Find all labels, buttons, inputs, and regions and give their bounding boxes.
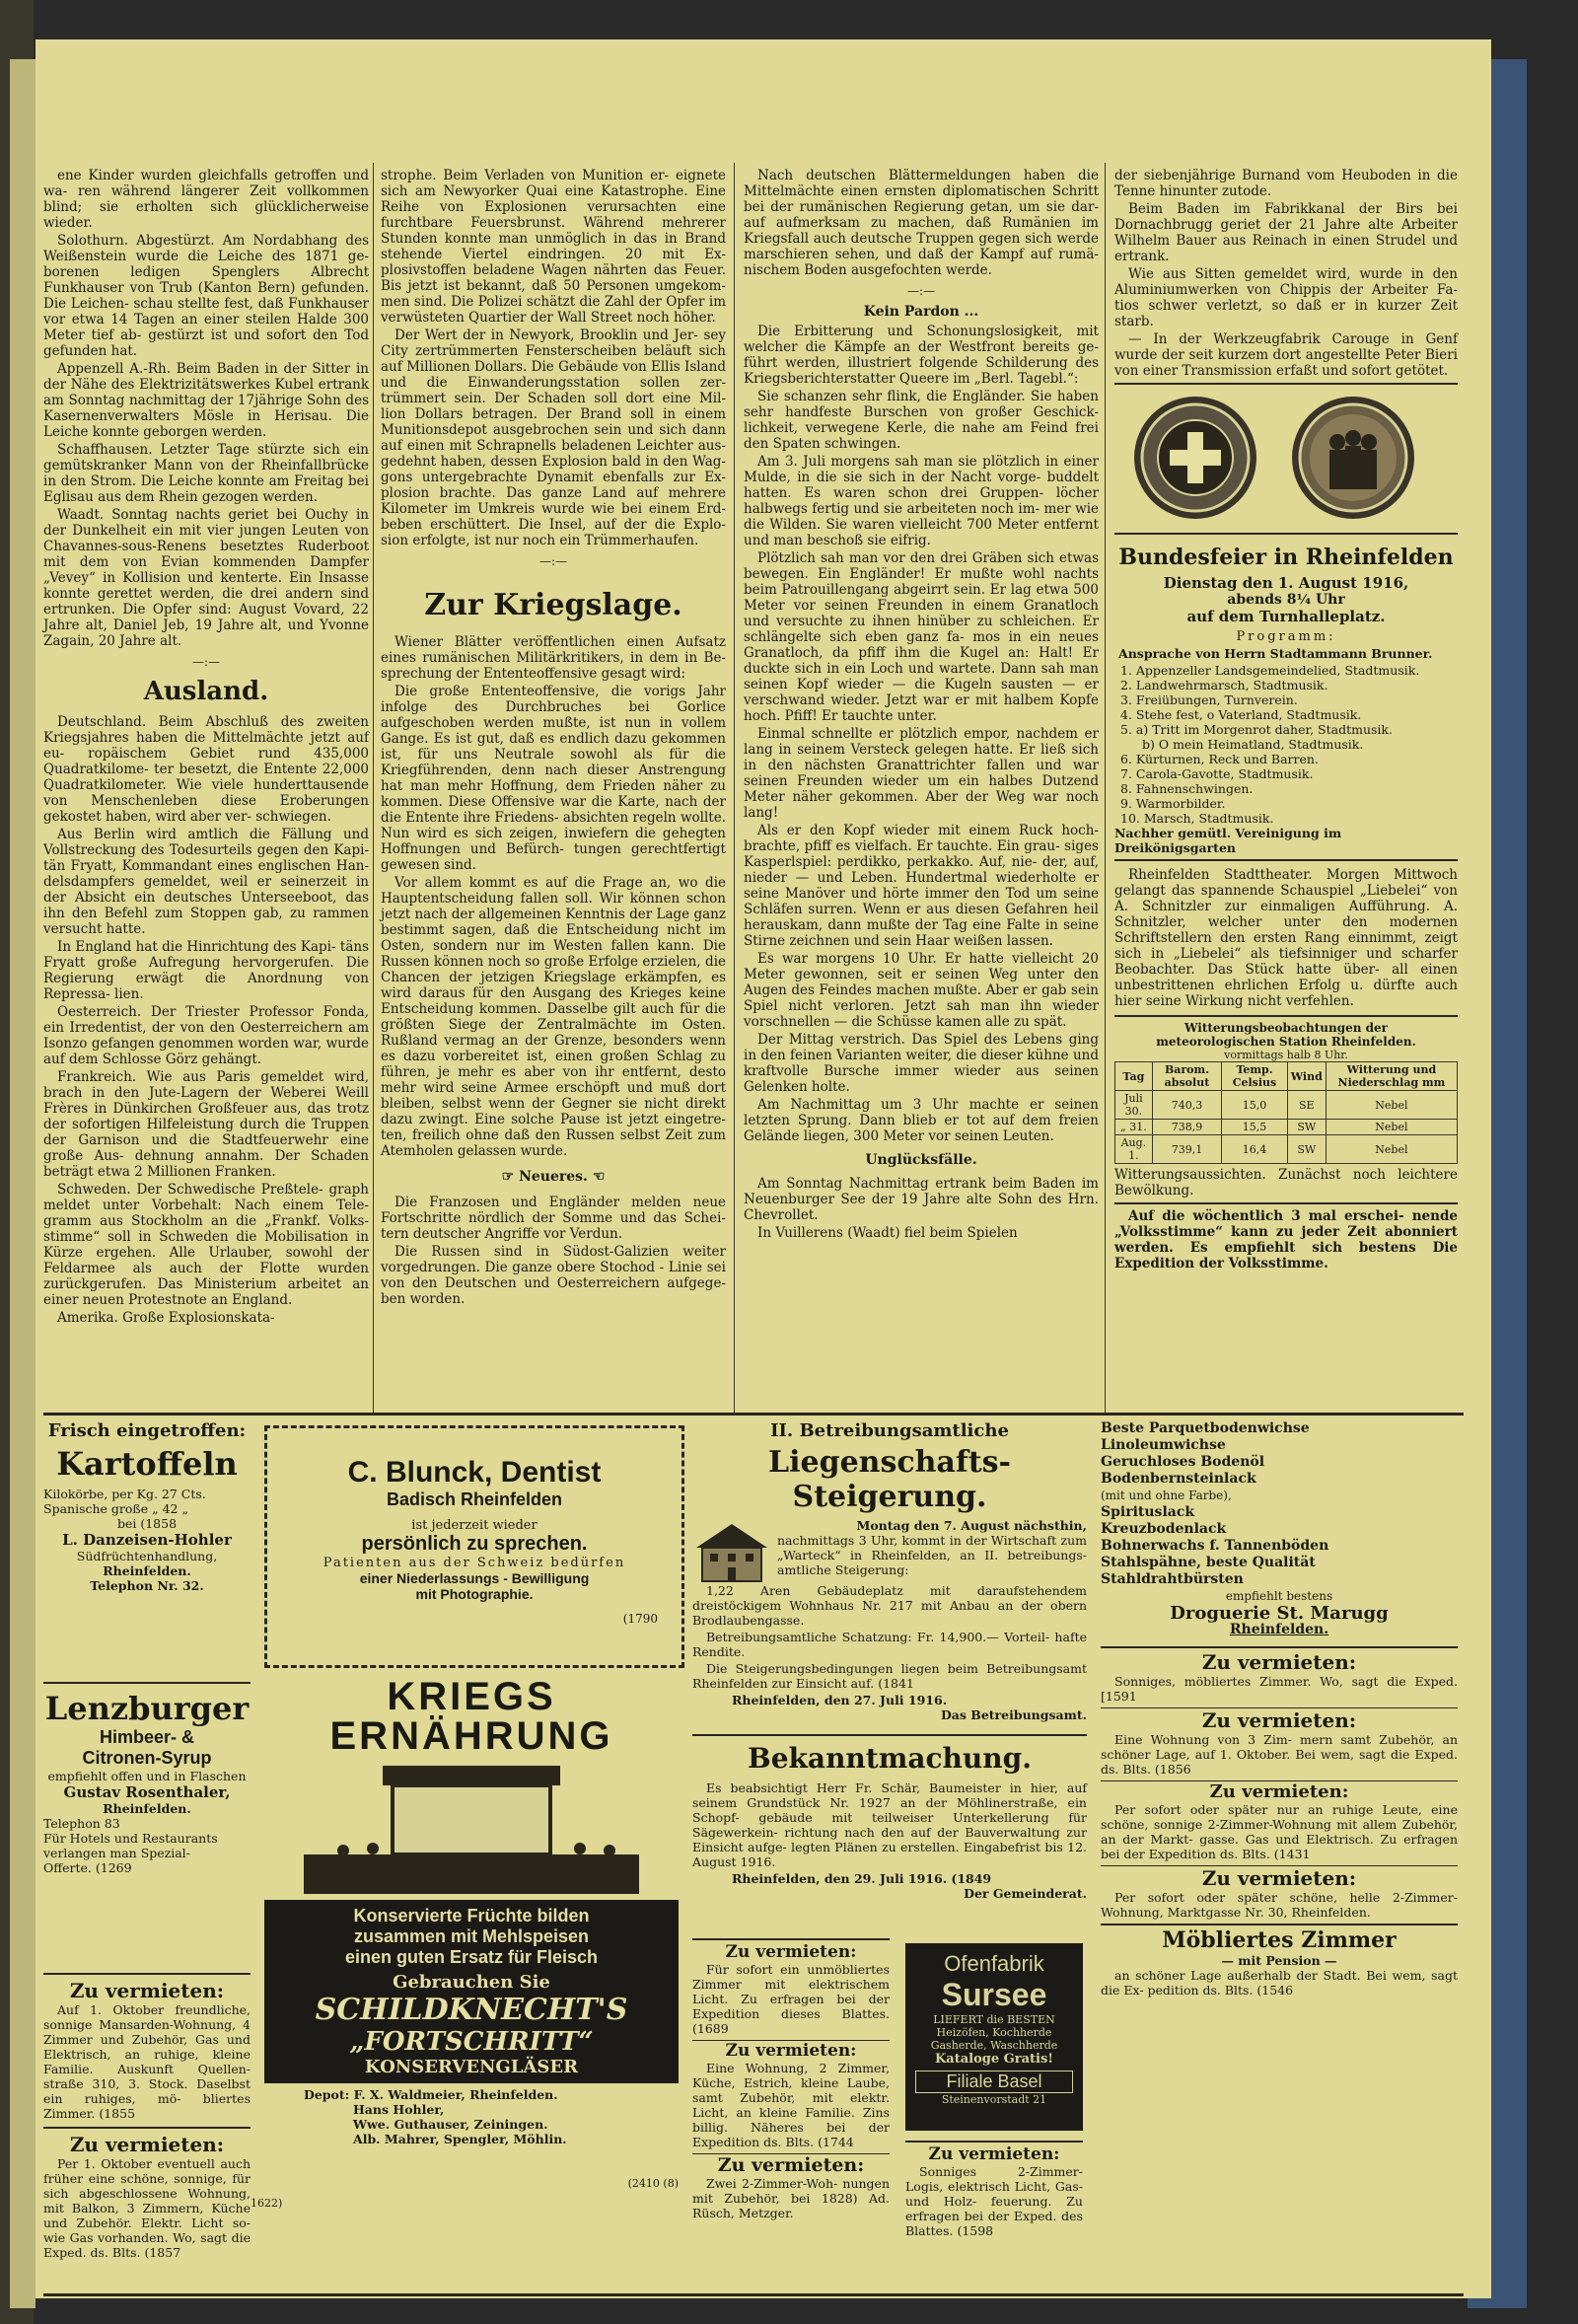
ad-text: Sonniges 2-Zimmer-Logis, elektrisch Licht, Gas- und Holz- feuerung. Zu erfragen bei der Exped. des Blattes. (1598	[905, 2164, 1083, 2238]
article-paragraph: Vor allem kommt es auf die Frage an, wo die Hauptentscheidung fallen soll. Wir können schon jetzt nach der allgemeinen Kenntnis der Lage ganz bestimmt sagen, daß die Entscheidung nicht im Osten, sondern nur im Westen fallen kann. Die Russen können noch so große Erfolge erzielen, die Chancen der jetzigen Kriegslage erkämpfen, es wird daraus für den Ausgang des Krieges keine Entscheidung kommen. Dasselbe gilt auch für die größten Siege der Zentralmächte im Osten. Rußland vermag an der Grenze, besonders wenn es dazu vorbereitet ist, einen großen Schlag zu führen, je mehr es aber von ihr entfernt, desto mehr wird seine Armee erschöpft und muß dort bleiben, selbst wenn der Gegner sie nicht direkt dazu zwingt. Eine solche Pause ist jetzt eingetre- ten, freilich ohne daß den Russen selbst Zeit zum Atemholen gelassen wurde.	[381, 875, 726, 1159]
theater-notice: Rheinfelden Stadttheater. Morgen Mittwoch gelangt das spannende Schauspiel „Liebelei“ von A. Schnitzler zur einmaligen Aufführung. A. Schnitzler, welcher unter den modernen Schriftstellern den ersten Rang einnimmt, zeigt sich in „Liebelei“ als tiefsinniger und scharfer Beobachter. Das Stück hatte über- all einen unbestrittenen ehrlichen Erfolg u. dürfte auch hier seine Wirkung nicht verfehlen.	[1114, 867, 1458, 1009]
program-item: 3. Freiübungen, Turnverein.	[1120, 692, 1298, 707]
ad-line: Spanische große „ 42 „	[43, 1501, 188, 1516]
article-paragraph: ene Kinder wurden gleichfalls getroffen und wa- ren während längerer Zeit vollkommen blind; sie erholten sich glücklicherweise wieder.	[43, 168, 369, 231]
oath-figures-icon	[1292, 397, 1414, 519]
article-paragraph: Schaffhausen. Letzter Tage stürzte sich ein gemütskranker Mann von der Rheinfallbrücke in den Strom. Die Leiche konnte am Freitag bei Eglisau aus dem Rhein gezogen werden.	[43, 442, 369, 505]
article-paragraph: Wiener Blätter veröffentlichen einen Aufsatz eines rumänischen Militärkritikers, in dem in Be- sprechung der Ententeoffensive gesagt wird:	[381, 634, 726, 682]
ad-line: Konservierte Früchte bilden	[353, 1906, 590, 1925]
ad-text: Per sofort oder später schöne, helle 2-Zimmer-Wohnung, Marktgasse Nr. 30, Rheinfelden.	[1101, 1890, 1458, 1920]
ad-line: Kilokörbe, per Kg. 27 Cts.	[43, 1487, 206, 1501]
ad-line: Telephon Nr. 32.	[90, 1578, 204, 1593]
table-cell: 16,4	[1222, 1135, 1288, 1164]
table-cell: SW	[1287, 1120, 1326, 1135]
ad-steigerung	[692, 1420, 1087, 1726]
article-paragraph: Der Mittag verstrich. Das Spiel des Lebens ging in den feinen Varianten weiter, die dieser kühne und kraftvolle Bursche immer wieder aus seinen Gelenken holte.	[744, 1032, 1099, 1095]
ad-title: Zu vermieten:	[43, 2127, 251, 2156]
article-paragraph: der siebenjährige Burnand vom Heuboden in die Tenne hinunter zutode.	[1114, 168, 1458, 199]
ad-line: verlangen man Spezial-	[43, 1846, 190, 1860]
ad-text: an schöner Lage außerhalb der Stadt. Bei wem, sagt die Ex- pedition ds. Blts. (1546	[1101, 1968, 1458, 1997]
article-paragraph: Am Nachmittag um 3 Uhr machte er seinen letzten Sprung. Dann blieb er tot auf dem freien Gelände liegen, 300 Meter vor seinen Leuten.	[744, 1097, 1099, 1144]
ad-line: ist jederzeit wieder	[411, 1518, 538, 1533]
ad-text: Eine Wohnung von 3 Zim- mern samt Zubehör, an schöner Lage, auf 1. Oktober. Bei wem, sagt die Exped. ds. Blts. (1856	[1101, 1732, 1458, 1777]
subscribe-notice: Auf die wöchentlich 3 mal erschei- nende „Volksstimme“ kann zu jeder Zeit abonniert werden. Es empfiehlt sich bestens Die Expedition der Volksstimme.	[1114, 1208, 1458, 1271]
subheading: Unglücksfälle.	[865, 1152, 977, 1168]
table-header: Tag	[1115, 1062, 1153, 1091]
article-paragraph: Oesterreich. Der Triester Professor Fonda, ein Irredentist, der von den Oesterreichern am Isonzo gefangen genommen worden war, wurde auf dem Schlosse Görz gehängt.	[43, 1004, 369, 1067]
ad-lenzburger	[43, 1682, 251, 1970]
ad-title: Ofenfabrik	[944, 1951, 1044, 1976]
article-paragraph: Deutschland. Beim Abschluß des zweiten Kriegsjahres haben die Mittelmächte jetzt auf eu- ropäischem Gebiet rund 435,000 Quadratkilome- ter besetzt, die Entente 22,000 Quadratkilometer. Wie viele hunderttausende von Menschenleben diese Eroberungen gekostet haben, wird aber ver- schwiegen.	[43, 714, 369, 825]
article-paragraph: Am 3. Juli morgens sah man sie plötzlich in einer Mulde, in die sie sich in der Nacht vorge- buddelt hatten. Es waren schon drei Gruppen- löcher halbwegs fertig und sie arbeiteten noch im- mer wie die Wilden. Sie waren vielleicht 700 Meter entfernt und man beschoß sie eifrig.	[744, 454, 1099, 548]
article-paragraph: — In der Werkzeugfabrik Carouge in Genf wurde der seit kurzem dort angestellte Peter Bieri von einer Transmission erfaßt und sofort getötet.	[1114, 331, 1458, 379]
ad-line: Rheinfelden.	[103, 1563, 191, 1578]
ad-kriegs-ernaehrung	[251, 1675, 679, 2229]
ad-text: 1,22 Aren Gebäudeplatz mit daraufstehendem dreistöckigem Wohnhaus Nr. 217 mit Anbau an der obern Brodlaubengasse.	[692, 1583, 1087, 1628]
ad-title: Zu vermieten:	[69, 1979, 225, 2002]
ad-depot-line: Alb. Mahrer, Spengler, Möhlin.	[353, 2132, 567, 2146]
ad-title: Liegenschafts-Steigerung.	[768, 1445, 1011, 1514]
ad-pre: II. Betreibungsamtliche	[770, 1420, 1009, 1441]
federal-oath-medal	[1292, 397, 1414, 519]
article-paragraph: Nach deutschen Blättermeldungen haben die Mittelmächte einen ernsten diplomatischen Schritt bei der rumänischen Regierung getan, um sie dar- auf aufmerksam zu machen, daß Rumänien im Kriegsfall auch deutsche Truppen gegen sich werde marschieren sehen, und daß der Kampf auf rumä- nischem Boden ausgefochten werde.	[744, 168, 1099, 278]
ad-title: Möbliertes Zimmer	[1101, 1924, 1458, 1953]
ads-rule	[43, 1413, 1464, 1416]
ad-title: Zu vermieten:	[928, 2144, 1060, 2164]
table-cell: Nebel	[1326, 1135, 1457, 1164]
article-paragraph: In Vuillerens (Waadt) fiel beim Spielen	[757, 1225, 1018, 1241]
event-title: Bundesfeier in Rheinfelden	[1118, 545, 1454, 570]
table-row	[1115, 1135, 1458, 1164]
canning-jar-illustration	[264, 1756, 679, 1894]
ad-text: Betreibungsamtliche Schatzung: Fr. 14,900.— Vorteil- hafte Rendite.	[692, 1630, 1087, 1659]
ad-title: Bekanntmachung.	[748, 1742, 1032, 1775]
ad-line: Patienten aus der Schweiz bedürfen	[323, 1556, 626, 1570]
table-row	[1115, 1091, 1458, 1120]
ad-line: Steinenvorstadt 21	[941, 2093, 1047, 2106]
article-paragraph: Amerika. Große Explosionskata-	[57, 1310, 275, 1326]
table-header: Temp. Celsius	[1222, 1062, 1288, 1091]
house-icon	[692, 1520, 771, 1583]
ad-droguerie	[1101, 1420, 1458, 1638]
article-paragraph: In England hat die Hinrichtung des Kapi- täns Fryatt große Aufregung hervorgerufen. Die Regierung erwägt die Anordnung von Repressa- lien.	[43, 939, 369, 1002]
ad-title: Zu vermieten:	[1101, 1707, 1458, 1732]
program-item: 2. Landwehrmarsch, Stadtmusik.	[1120, 678, 1328, 692]
table-header-row	[1115, 1062, 1458, 1091]
table-cell: 15,0	[1222, 1091, 1288, 1120]
ad-line: Himbeer- &	[99, 1727, 195, 1747]
table-cell: Aug. 1.	[1115, 1135, 1153, 1164]
subheading: ☞ Neueres. ☜	[501, 1169, 606, 1185]
ad-line: LIEFERT die BESTEN	[933, 2013, 1055, 2026]
ad-line: zusammen mit Mehlspeisen	[353, 1926, 590, 1946]
ad-line: persönlich zu sprechen.	[361, 1533, 588, 1555]
ad-title: Sursee	[941, 1977, 1047, 2012]
ad-line: mit Photographie.	[415, 1586, 534, 1602]
ad-blunck-dentist	[264, 1425, 684, 1668]
ad-subtitle: — mit Pension —	[1221, 1953, 1337, 1968]
article-paragraph: Frankreich. Wie aus Paris gemeldet wird, brach in den Jute-Lagern der Weberei Weill Frères in Dünkirchen Großfeuer aus, das trotz der sofortigen Hilfeleistung durch die Truppen der Garnison und die Stadtfeuerwehr eine große Aus- dehnung annahm. Der Schaden beträgt etwa 2 Millionen Franken.	[43, 1069, 369, 1180]
ad-text: Sonniges, möbliertes Zimmer. Wo, sagt die Exped. [1591	[1101, 1674, 1458, 1704]
article-paragraph: Am Sonntag Nachmittag ertrank beim Baden im Neuenburger See der 19 Jahre alte Sohn des Hrn. Chevrollet.	[744, 1176, 1099, 1223]
ad-line: Für Hotels und Restaurants	[43, 1831, 218, 1846]
program-item: 9. Warmorbilder.	[1120, 796, 1226, 811]
ad-line: Linoleumwichse	[1101, 1437, 1226, 1453]
ad-depot-line: Hans Hohler,	[353, 2102, 445, 2117]
ad-line: einer Niederlassungs - Bewilligung	[359, 1570, 590, 1586]
column-2	[381, 168, 726, 1309]
weather-table	[1114, 1061, 1458, 1164]
article-paragraph: Sie schanzen sehr flink, die Engländer. Sie haben sehr handfeste Burschen von großer Geschick- lichkeit, verwegene Kerle, die nahe am Feind frei den Spaten schwingen.	[744, 389, 1099, 452]
ad-line: Filiale Basel	[915, 2070, 1073, 2093]
section-heading: Ausland.	[143, 677, 269, 706]
weather-subtitle: vormittags halb 8 Uhr.	[1224, 1049, 1348, 1061]
ad-title: Zu vermieten:	[725, 1942, 857, 1962]
program-item: 10. Marsch, Stadtmusik.	[1120, 811, 1274, 826]
article-paragraph: Appenzell A.-Rh. Beim Baden in der Sitter in der Nähe des Elektrizitätswerkes Kubel ertrank am Sonntag nachmittag der 17jährige Sohn des Kasernenverwalters Mösle in Herisau. Die Leiche konnte geborgen werden.	[43, 361, 369, 440]
ad-title: Zu vermieten:	[692, 2153, 890, 2176]
ad-firm: Droguerie St. Marugg	[1170, 1603, 1389, 1624]
subheading: Kein Pardon ...	[863, 304, 979, 320]
ad-title: Lenzburger	[44, 1690, 250, 1727]
event-time: abends 8¼ Uhr	[1227, 592, 1345, 608]
table-cell: SE	[1287, 1091, 1326, 1120]
ad-title: KRIEGS	[387, 1675, 556, 1718]
table-header: Witterung und Niederschlag mm	[1326, 1062, 1457, 1091]
ad-text: Für sofort ein unmöbliertes Zimmer mit elektrischem Licht. Zu erfragen bei der Expedition dieses Blattes. (1689	[692, 1962, 890, 2036]
program-item: 6. Kürturnen, Reck und Barren.	[1120, 752, 1319, 766]
ad-text: Per sofort oder später nur an ruhige Leute, eine schöne, sonnige 2-Zimmer-Wohnung mit allem Zubehör, an der Markt- gasse. Gas und Elektrisch. Zu erfragen bei der Expedition ds. Blts. (1431	[1101, 1802, 1458, 1861]
program-item: 4. Stehe fest, o Vaterland, Stadtmusik.	[1120, 707, 1362, 722]
ad-line: Spirituslack	[1101, 1504, 1195, 1520]
ad-firm: Gustav Rosenthaler,	[63, 1783, 231, 1801]
ad-firm: L. Danzeisen-Hohler	[62, 1531, 232, 1549]
column-rule	[373, 163, 374, 1416]
article-paragraph: Die Russen sind in Südost-Galizien weiter vorgedrungen. Die ganze obere Stochod - Linie sei von den Deutschen und Oesterreichern aufgege- ben worden.	[381, 1244, 726, 1307]
ad-line: Geruchloses Bodenöl	[1101, 1454, 1265, 1470]
ad-line: Gebrauchen Sie	[393, 1972, 550, 1993]
ad-line: Der Gemeinderat.	[964, 1886, 1087, 1901]
program-item: b) O mein Heimatland, Stadtmusik.	[1142, 737, 1364, 752]
ad-depot-line: Wwe. Guthauser, Zeiningen.	[353, 2117, 548, 2132]
ad-code: 1622)	[251, 2197, 283, 2210]
ad-text: Es beabsichtigt Herr Fr. Schär, Baumeister in hier, auf seinem Grundstück Nr. 1927 an der Möhlinerstraße, ein Schopf- gebäude mit teilweiser Unterkellerung für Sägewerkein- richtung nach den auf der Bauverwaltung zur Einsicht aufge- legten Plänen zu erstellen. Eingabefrist bis 12. August 1916.	[692, 1780, 1087, 1869]
table-cell: SW	[1287, 1135, 1326, 1164]
table-header: Wind	[1287, 1062, 1326, 1091]
ad-column-right	[1101, 1420, 1458, 2288]
table-cell: Nebel	[1326, 1091, 1457, 1120]
ad-line: Rheinfelden.	[103, 1801, 191, 1816]
column-rule	[734, 163, 735, 1416]
ad-text: nachmittags 3 Uhr, kommt in der Wirtschaft zum „Warteck“ in Rheinfelden, an II. betreibungs- amtliche Steigerung:	[777, 1533, 1087, 1577]
ad-line: bei (1858	[116, 1516, 178, 1531]
ad-line: Heizöfen, Kochherde	[936, 2026, 1052, 2039]
article-paragraph: Als er den Kopf wieder mit einem Ruck hoch- brachte, pfiff es vielfach. Er tauchte. Ein grau- siges Kasperlspiel: perdikko, perkakko. Auf, nie- der, auf, nieder — und Leben. Hundertmal wiederholte er seine Manöver und hörte immer den Tod um seine Schläfen surren. Wenn er aus diesen Gefahren heil herauskam, dann mußte der Tag eine Falte in seine Stirne zeichnen und sein Haar weißen lassen.	[744, 823, 1099, 949]
article-paragraph: Waadt. Sonntag nachts geriet bei Ouchy in der Dunkelheit ein mit vier jungen Leuten von Chavannes-sous-Renens besetztes Ruderboot mit dem von Evian kommenden Dampfer „Vevey“ in Kollision und kenterte. Ein Insasse konnte gerettet werden, die drei andern sind ertrunken. Die Opfer sind: August Vovard, 22 Jahre alt, Daniel Jeb, 19 Jahre alt, und Yvonne Zagain, 20 Jahre alt.	[43, 507, 369, 649]
ad-line: Rheinfelden, den 27. Juli 1916.	[732, 1693, 948, 1707]
table-cell: Juli 30.	[1115, 1091, 1153, 1120]
article-paragraph: Die Erbitterung und Schonungslosigkeit, mit welcher die Kämpfe an der Westfront bereits ge- führt werden, illustriert folgende Schilderung des Kriegsberichterstatter Queere im „Berl. Tagebl.“:	[744, 324, 1099, 387]
program-label: Programm:	[1236, 629, 1336, 644]
weather-block	[1114, 1015, 1458, 1198]
ad-line: Offerte. (1269	[43, 1860, 132, 1875]
article-paragraph: Einmal schnellte er plötzlich empor, nachdem er lang in seinem Versteck gelegen hatte. Er ließ sich in den nächsten Granattrichter fallen und war seinen Freunden wieder um ein halbes Dutzend Meter näher gekommen. Aber der Weg war noch lang!	[744, 726, 1099, 821]
ad-title: Kartoffeln	[56, 1445, 238, 1483]
table-cell: 740,3	[1152, 1091, 1222, 1120]
page-bottom-rule	[43, 2293, 1464, 2296]
program-speech: Ansprache von Herrn Stadtammann Brunner.	[1118, 646, 1433, 661]
program-list	[1120, 663, 1458, 826]
ad-line: empfiehlt bestens	[1225, 1589, 1333, 1603]
article-paragraph: Wie aus Sitten gemeldet wird, wurde in den Aluminiumwerken von Chippis der Arbeiter Fa- tios schwer verletzt, so daß er in kurzer Zeit starb.	[1114, 266, 1458, 329]
table-cell: 739,1	[1152, 1135, 1222, 1164]
ad-brand: KONSERVENGLÄSER	[364, 2057, 579, 2077]
weather-title: Witterungsbeobachtungen der	[1184, 1021, 1388, 1035]
ad-line: Rheinfelden, den 29. Juli 1916. (1849	[732, 1871, 992, 1886]
ad-text: Die Steigerungsbedingungen liegen beim Betreibungsamt Rheinfelden zur Einsicht auf. (1841	[692, 1661, 1087, 1691]
ad-title: ERNÄHRUNG	[329, 1714, 613, 1758]
ad-line: (mit und ohne Farbe),	[1101, 1489, 1232, 1502]
program-item: 8. Fahnenschwingen.	[1120, 781, 1254, 796]
column-4	[1114, 168, 1458, 1273]
ad-brand: SCHILDKNECHT'S	[315, 1993, 628, 2027]
ad-rental-logis	[905, 2141, 1083, 2290]
ad-title: Zu vermieten:	[1101, 1865, 1458, 1890]
program-item: 7. Carola-Gavotte, Stadtmusik.	[1120, 766, 1314, 781]
article-paragraph: Aus Berlin wird amtlich die Fällung und Vollstreckung des Todesurteils gegen den Kapi- tän Fryatt, Kommandant eines englischen Han- delsdampfers gemeldet, weil er seinerzeit in der Absicht ein deutsches Unterseeboot, das ihn den Befehl zum Stoppen gab, zu rammen versucht hatte.	[43, 827, 369, 937]
ad-rentals-left	[43, 1973, 251, 2290]
ad-line: Kataloge Gratis!	[935, 2052, 1053, 2067]
program-footer: Nachher gemütl. Vereinigung im Dreikönigsgarten	[1114, 826, 1458, 861]
swiss-cross-icon	[1134, 397, 1256, 519]
article-paragraph: Schweden. Der Schwedische Preßtele- graph meldet unter Vorbehalt: Nach einem Tele- gramm aus Stockholm an die „Frankf. Volks- stimme“ soll in Schweden die Mobilisation in Kürze ergehen. Alle Urlauber, sowohl der Feldarmee als auch der Flotte wurden zurückgerufen. Das Ministerium arbeitet an einer neuen Protestnote an England.	[43, 1182, 369, 1308]
ad-headline: Frisch eingetroffen:	[47, 1420, 247, 1441]
newspaper-page	[36, 39, 1491, 2298]
facing-page-edge	[10, 59, 36, 2308]
ad-line: Stahlspähne, beste Qualität	[1101, 1555, 1316, 1570]
column-rule	[1105, 163, 1106, 1416]
ad-line: Bohnerwachs f. Tannenböden	[1101, 1538, 1329, 1554]
ad-ofenfabrik-sursee	[905, 1943, 1083, 2131]
article-paragraph: Die Franzosen und Engländer melden neue Fortschritte nördlich der Somme und das Schei- tern deutscher Angriffe vor Verdun.	[381, 1195, 726, 1242]
ad-line: Montag den 7. August nächsthin,	[856, 1518, 1087, 1533]
divider: —:—	[191, 655, 221, 669]
subscribe-block	[1114, 1202, 1458, 1271]
weather-outlook: Witterungsaussichten. Zunächst noch leichtere Bewölkung.	[1114, 1167, 1458, 1198]
divider: —:—	[906, 284, 936, 298]
article-paragraph: Es war morgens 10 Uhr. Er hatte vielleicht 20 Meter gewonnen, seit er seinen Weg unter den Augen des Feindes machen mußte. Aber er gab sein Spiel nicht verloren. Jetzt sah man ihn wieder vorschnellen — die Schüsse kamen alle zu spät.	[744, 951, 1099, 1030]
ad-line: Gasherde, Waschherde	[930, 2039, 1058, 2052]
article-paragraph: Plötzlich sah man vor den drei Gräben sich etwas bewegen. Ein Engländer! Er mußte wohl nachts beim Patrouillengang abgeirrt sein. Er lag etwa 500 Meter vor seinen Freunden in einem Granatloch und versuchte zu ihnen hinüber zu schleichen. Er schlängelte sich eben ganz fa- mos in ein neues Granatloch, da pfiff ihm die Kugel an: Halt! Er duckte sich in ein Loch und wartete. Dann sah man seinen Kopf wieder — die Kugeln sausten — er verschwand wieder. Jetzt war er mit halbem Kopfe hoch. Pfiff! Er tauchte unter.	[744, 550, 1099, 724]
ad-code: (1790	[622, 1612, 658, 1626]
table-header: Barom. absolut	[1152, 1062, 1222, 1091]
ad-bekanntmachung	[692, 1734, 1087, 1933]
divider: —:—	[538, 554, 568, 568]
swiss-cross-medal	[1134, 397, 1256, 519]
ad-code: (2410 (8)	[627, 2177, 679, 2190]
article-paragraph: Solothurn. Abgestürzt. Am Nordabhang des Weißenstein wurde die Leiche des 1871 ge- borenen ledigen Spenglers Albrecht Funkhauser von Trub (Kanton Bern) gefunden. Die Leichen- schau stellte fest, daß Funkhauser vor etwa 14 Tagen an einer steilen Halde 300 Meter tief ab- gestürzt ist und sofort den Tod gefunden hat.	[43, 233, 369, 359]
ad-line: Beste Parquetbodenwichse	[1101, 1420, 1310, 1436]
section-heading: Zur Kriegslage.	[424, 588, 682, 622]
table-cell: Nebel	[1326, 1120, 1457, 1135]
ad-text: Auf 1. Oktober freundliche, sonnige Mansarden-Wohnung, 4 Zimmer und Zubehör, Gas und Elektrisch, an ruhige, kleine Familie. Auskunft Quellen- straße 310, 3. Stock. Daselbst ein ruhiges, mö- bliertes Zimmer. (1855	[43, 2002, 251, 2121]
table-cell: 15,5	[1222, 1120, 1288, 1135]
ad-line: empfiehlt offen und in Flaschen	[47, 1769, 247, 1783]
article-paragraph: Beim Baden im Fabrikkanal der Birs bei Dornachbrugg geriet der 21 Jahre alte Arbeiter Wilhelm Bauer aus Reinach in einen Strudel und ertrank.	[1114, 201, 1458, 264]
event-place: auf dem Turnhalleplatz.	[1186, 608, 1386, 625]
article-paragraph: strophe. Beim Verladen von Munition er- eignete sich am Newyorker Quai eine Katastrophe. Eine Reihe von Explosionen verursachten eine furchtbare Feuersbrunst. Während mehrerer Stunden konnte man unmöglich in das in Brand stehende Viertel eindringen. 20 mit Ex- plosivstoffen beladene Wagen nährten das Feuer. Bis jetzt ist bekannt, daß 50 Personen umgekom- men sind. Die Polizei schätzt die Zahl der Opfer im verwüsteten Quartier der Wall Street noch höher.	[381, 168, 726, 326]
ad-text: Eine Wohnung, 2 Zimmer, Küche, Estrich, kleine Laube, samt Zubehör, mit elektr. Licht, an kleine Familie. Zins billig. Näheres bei der Expedition ds. Blts. (1744	[692, 2061, 890, 2149]
ad-rentals-middle	[692, 1938, 890, 2295]
subheading-text: Neueres.	[519, 1169, 588, 1185]
table-cell: 738,9	[1152, 1120, 1222, 1135]
ad-line: einen guten Ersatz für Fleisch	[344, 1947, 599, 1967]
column-3	[744, 168, 1099, 1243]
ad-line: Kreuzbodenlack	[1101, 1521, 1227, 1537]
ad-line: Südfrüchtenhandlung,	[76, 1549, 218, 1563]
ad-text: Zwei 2-Zimmer-Woh- nungen mit Zubehör, bei 1828) Ad. Rüsch, Metzger.	[692, 2176, 890, 2220]
table-row	[1115, 1120, 1458, 1135]
ad-line: Das Betreibungsamt.	[940, 1707, 1087, 1722]
ad-line: Rheinfelden.	[1229, 1622, 1329, 1637]
ad-dark-banner	[264, 1900, 679, 2083]
article-paragraph: Die große Ententeoffensive, die vorigs Jahr infolge des Durchbruches bei Gorlice aufgeschoben werden mußte, ist nun in vollem Gange. Es ist gut, daß es endlich dazu gekommen ist, für uns Neutrale sowohl als für die Kriegführenden, denn nach dieser Anstrengung hat man mehr Hoffnung, dem Frieden näher zu kommen. Diese Offensive war die Karte, nach der die Entente ihre Friedens- absichten regeln wollte. Nun wird es sich zeigen, inwiefern die gehegten Hoffnungen und Befürch- tungen gerechtfertigt gewesen sind.	[381, 684, 726, 873]
ad-kartoffeln	[43, 1420, 251, 1667]
ad-line: Telephon 83	[43, 1816, 120, 1831]
ad-text: Per 1. Oktober eventuell auch früher eine schöne, sonnige, für sich abgeschlossene Wohnung, mit Balkon, 3 Zimmern, Küche und Zubehör. Elektr. Licht so- wie Gas vorhanden. Wo, sagt die Exped. ds. Blts. (1857	[43, 2156, 251, 2260]
ad-title: C. Blunck, Dentist	[347, 1456, 602, 1489]
event-date: Dienstag den 1. August 1916,	[1163, 574, 1409, 592]
ad-subtitle: Badisch Rheinfelden	[386, 1489, 563, 1509]
article-paragraph: Der Wert der in Newyork, Brooklin und Jer- sey City zertrümmerten Fensterscheiben beläuft sich auf Millionen Dollars. Die Gebäude von Ellis Island und die Einwanderungsstation sollen zer- trümmert sein. Der Schaden soll dort eine Mil- lion Dollars betragen. Der Brand soll in einem Munitionsdepot ausgebrochen sein und sich dann auf einen mit Schrapnells beladenen Leichter aus- gedehnt haben, dessen Explosion bald in den Wag- gons untergebrachte Dynamit ebenfalls zur Ex- plosion brachte. Das ganze Land auf mehrere Kilometer im Umkreis wurde wie bei einem Erd- beben erschüttert. Die Insel, auf der die Explo- sion erfolgte, ist nur noch ein Trümmerhaufen.	[381, 327, 726, 548]
ad-brand: „FORTSCHRITT“	[349, 2027, 594, 2057]
table-cell: „ 31.	[1115, 1120, 1153, 1135]
program-item: 1. Appenzeller Landsgemeindelied, Stadtmusik.	[1120, 663, 1420, 678]
ad-line: Stahldrahtbürsten	[1101, 1571, 1244, 1587]
column-1	[43, 168, 369, 1328]
medals-block	[1114, 383, 1458, 535]
ad-title: Zu vermieten:	[1101, 1780, 1458, 1802]
ad-title: Zu vermieten:	[1101, 1646, 1458, 1674]
weather-station: meteorologischen Station Rheinfelden.	[1156, 1035, 1416, 1049]
ad-line: Citronen-Syrup	[82, 1748, 212, 1768]
ad-line: Bodenbernsteinlack	[1101, 1471, 1256, 1487]
ad-depot: Depot: F. X. Waldmeier, Rheinfelden.	[304, 2087, 558, 2102]
ad-title: Zu vermieten:	[692, 2040, 890, 2061]
program-item: 5. a) Tritt im Morgenrot daher, Stadtmusik.	[1120, 722, 1393, 737]
